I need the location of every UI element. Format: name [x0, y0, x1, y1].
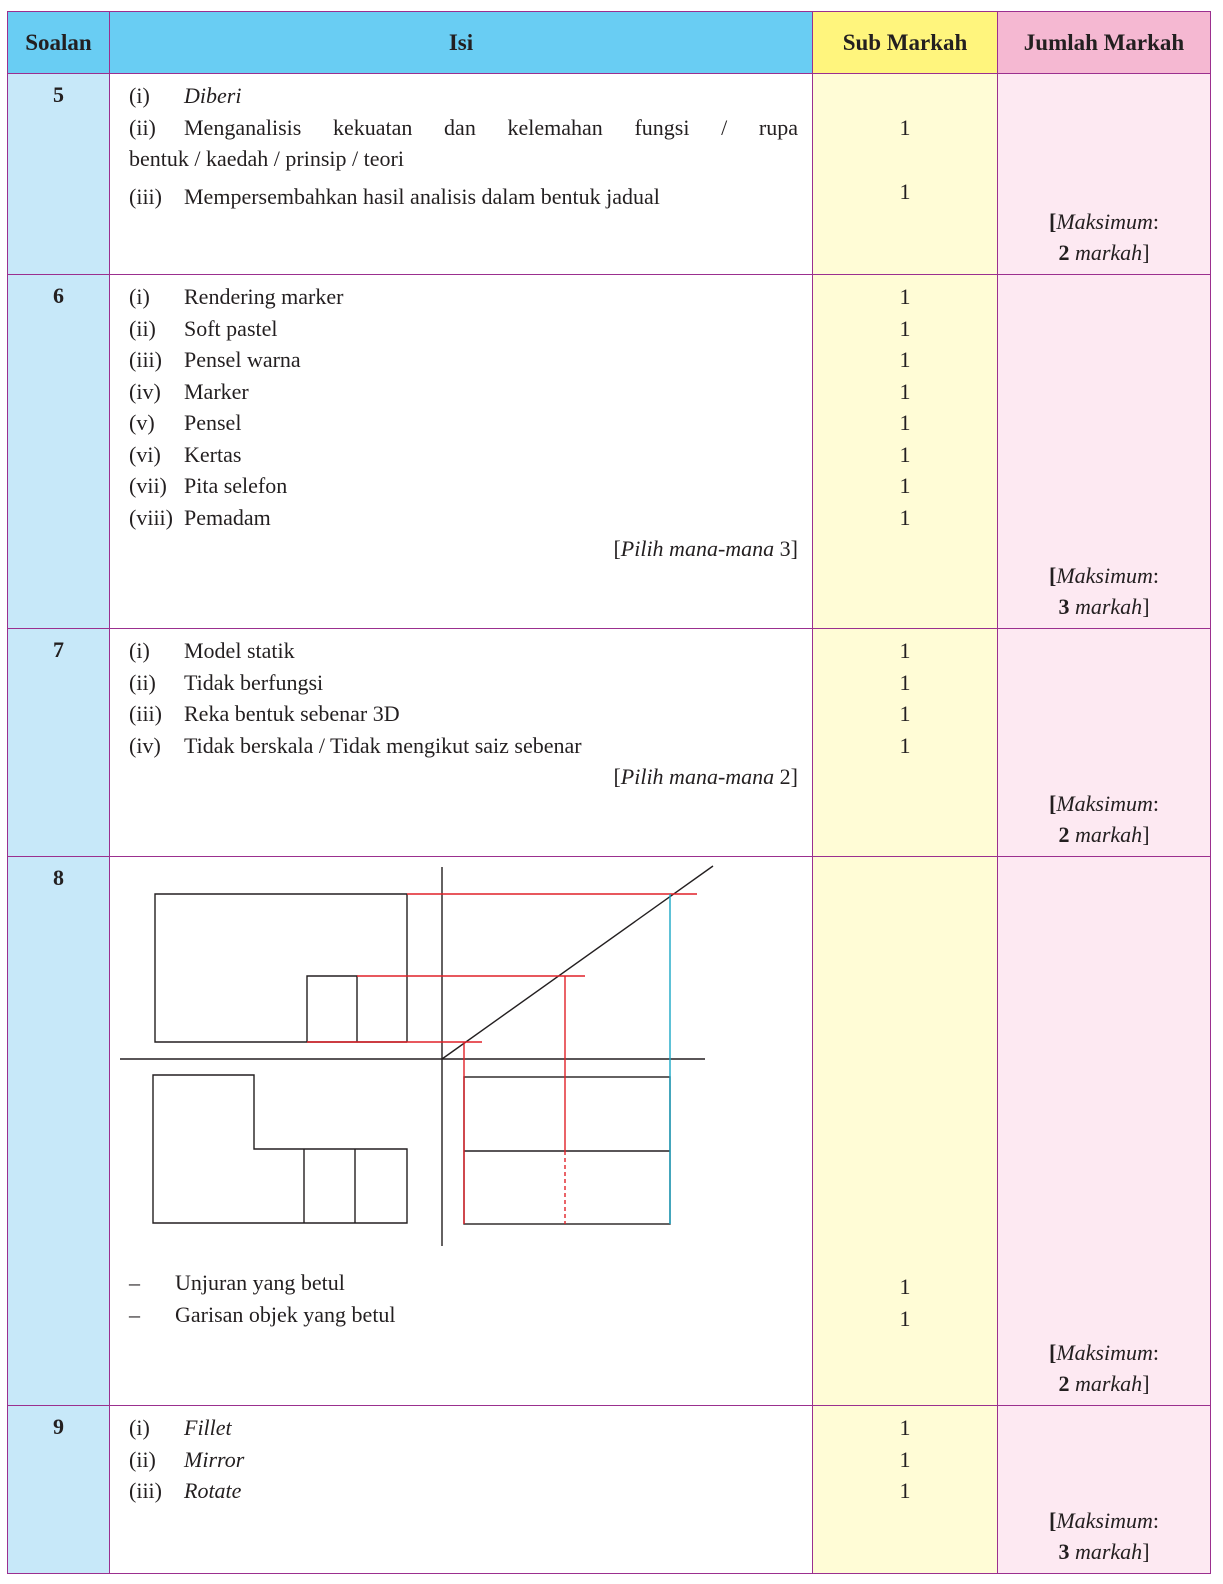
item-text: Model statik — [184, 638, 295, 663]
sub-mark: 1 — [899, 378, 911, 404]
item-numeral: (vi) — [129, 441, 161, 467]
choose-any-note: [Pilih mana-mana 3] — [613, 536, 798, 561]
question-number: 7 — [8, 629, 110, 857]
list-item — [129, 470, 798, 502]
total-marks — [998, 1406, 1211, 1574]
choose-any-note: [Pilih mana-mana 2] — [613, 764, 798, 789]
sub-mark: 1 — [899, 347, 911, 372]
sub-mark: 1 — [899, 732, 911, 758]
item-text: Pita selefon — [184, 473, 288, 498]
list-item — [129, 667, 798, 699]
front-view-step — [307, 976, 357, 1042]
marking-scheme-table — [7, 11, 1211, 1574]
header-jumlah-markah: Jumlah Markah — [998, 12, 1211, 74]
item-text: Menganalisis kekuatan dan kelemahan fungsi / rupa — [184, 114, 798, 140]
list-item — [129, 376, 798, 408]
item-text: Fillet — [184, 1415, 232, 1440]
sub-mark: 1 — [899, 1478, 911, 1503]
item-numeral: (iii) — [129, 183, 162, 209]
item-text: Soft pastel — [184, 315, 278, 341]
sub-marks — [813, 1406, 998, 1574]
total-marks — [998, 857, 1211, 1406]
max-marks-note: [Maksimum: 3 markah] — [1049, 563, 1159, 619]
sub-marks — [813, 74, 998, 275]
total-marks — [998, 275, 1211, 629]
list-item: – Garisan objek yang betul — [129, 1299, 798, 1331]
sub-mark: 1 — [899, 410, 911, 435]
sub-mark: 1 — [899, 1305, 911, 1331]
header-sub-markah: Sub Markah — [813, 12, 998, 74]
sub-mark: 1 — [899, 115, 911, 140]
item-text: Tidak berfungsi — [184, 669, 324, 695]
list-item — [129, 1475, 798, 1507]
item-text: Pemadam — [184, 504, 271, 530]
sub-mark: 1 — [899, 1415, 911, 1440]
list-item — [129, 407, 798, 439]
list-item — [129, 1444, 798, 1476]
sub-mark: 1 — [899, 638, 911, 663]
answer-content — [110, 629, 813, 857]
list-item — [129, 698, 798, 730]
total-marks — [998, 74, 1211, 275]
item-numeral: (iii) — [129, 347, 162, 372]
list-item — [129, 281, 798, 313]
item-numeral: (ii) — [129, 1446, 156, 1472]
list-item — [129, 80, 798, 112]
answer-content — [110, 857, 813, 1406]
item-numeral: (iv) — [129, 732, 161, 758]
plan-view-outline — [153, 1075, 407, 1223]
item-text: Tidak berskala / Tidak mengikut saiz sebenar — [184, 732, 582, 758]
orthographic-projection-drawing — [117, 863, 817, 1263]
question-row-9 — [8, 1406, 1211, 1574]
list-item — [129, 181, 798, 213]
item-numeral: (i) — [129, 638, 150, 663]
item-text: Reka bentuk sebenar 3D — [184, 701, 400, 726]
header-row — [8, 12, 1211, 74]
item-text: Diberi — [184, 83, 242, 108]
question-row-8 — [8, 857, 1211, 1406]
sub-mark: 1 — [899, 504, 911, 530]
sub-mark: 1 — [899, 1446, 911, 1472]
item-numeral: (ii) — [129, 315, 156, 341]
question-number: 6 — [8, 275, 110, 629]
item-text: Pensel — [184, 410, 242, 435]
item-numeral: (iv) — [129, 378, 161, 404]
item-text: Pensel warna — [184, 347, 301, 372]
item-numeral: (viii) — [129, 504, 173, 530]
item-text: Unjuran yang betul — [175, 1270, 345, 1295]
criteria-list — [110, 1267, 798, 1330]
question-number: 9 — [8, 1406, 110, 1574]
sub-mark: 1 — [899, 701, 911, 726]
sub-mark: 1 — [899, 315, 911, 341]
item-numeral: (iii) — [129, 1478, 162, 1503]
item-text: Garisan objek yang betul — [175, 1301, 396, 1327]
miter-line-45deg — [442, 866, 713, 1059]
list-item — [129, 439, 798, 471]
max-marks-note: [Maksimum: 2 markah] — [1049, 791, 1159, 847]
list-item — [129, 1412, 798, 1444]
list-item — [129, 112, 798, 144]
item-text: Marker — [184, 378, 249, 404]
item-text: Mempersembahkan hasil analisis dalam bentuk jadual — [184, 183, 660, 209]
item-text: Rendering marker — [184, 284, 344, 309]
answer-content — [110, 275, 813, 629]
item-text-continued: bentuk / kaedah / prinsip / teori — [129, 146, 404, 171]
item-numeral: (i) — [129, 1415, 150, 1440]
sub-marks — [813, 629, 998, 857]
question-row-7 — [8, 629, 1211, 857]
sub-mark: 1 — [899, 178, 911, 204]
total-marks — [998, 629, 1211, 857]
question-row-6 — [8, 275, 1211, 629]
item-text: Mirror — [184, 1446, 245, 1472]
item-numeral: (i) — [129, 284, 150, 309]
item-numeral: (v) — [129, 410, 155, 435]
item-numeral: (iii) — [129, 701, 162, 726]
item-numeral: (i) — [129, 83, 150, 108]
list-item: – Unjuran yang betul — [129, 1267, 798, 1299]
list-item — [129, 502, 798, 534]
max-marks-note: [Maksimum: 2 markah] — [1049, 209, 1159, 265]
question-row-5 — [8, 74, 1211, 275]
item-numeral: (vii) — [129, 473, 167, 498]
list-item — [129, 730, 798, 762]
item-text: Rotate — [184, 1478, 242, 1503]
item-text: Kertas — [184, 441, 242, 467]
front-view-outline — [155, 894, 407, 1042]
sub-mark: 1 — [899, 441, 911, 467]
list-item — [129, 344, 798, 376]
item-numeral: (ii) — [129, 669, 156, 695]
sub-mark: 1 — [899, 473, 911, 498]
max-marks-note: [Maksimum: 3 markah] — [1049, 1508, 1159, 1564]
item-numeral: (ii) — [129, 114, 156, 140]
max-marks-note: [Maksimum: 2 markah] — [1049, 1340, 1159, 1396]
header-isi: Isi — [110, 12, 813, 74]
list-item — [129, 635, 798, 667]
sub-marks — [813, 275, 998, 629]
answer-content — [110, 74, 813, 275]
sub-mark: 1 — [899, 669, 911, 695]
question-number: 5 — [8, 74, 110, 275]
sub-mark: 1 — [899, 1274, 911, 1299]
list-item — [129, 313, 798, 345]
header-soalan: Soalan — [8, 12, 110, 74]
sub-marks — [813, 857, 998, 1406]
answer-content — [110, 1406, 813, 1574]
question-number: 8 — [8, 857, 110, 1406]
sub-mark: 1 — [899, 284, 911, 309]
